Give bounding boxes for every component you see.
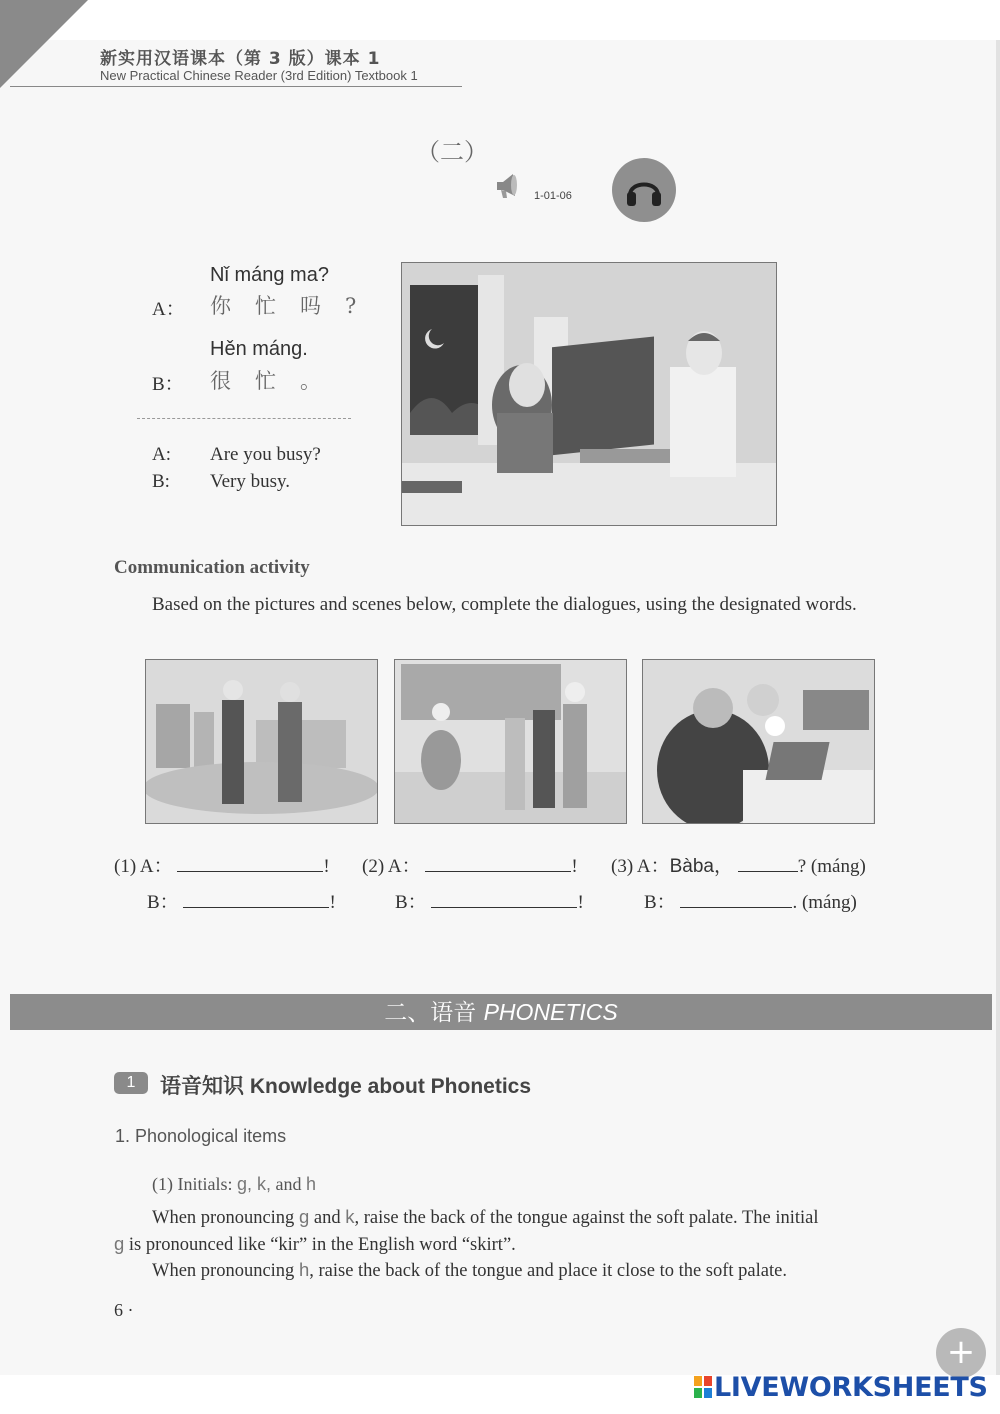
initials-label: (1) Initials: xyxy=(152,1174,237,1194)
exercise-1-line-b xyxy=(147,887,336,914)
section-number: （二） xyxy=(416,138,488,166)
header-title-en: New Practical Chinese Reader (3rd Edition) Textbook 1 xyxy=(100,68,418,83)
exercise-2-b-end: ! xyxy=(577,892,584,913)
exercise-3-b-end: . (máng) xyxy=(792,892,857,913)
translation-a-speaker: A: xyxy=(152,444,171,465)
scene-dad-laptop-picture xyxy=(642,659,875,824)
page-number: 6 · xyxy=(114,1300,134,1320)
p1-b: and xyxy=(309,1208,346,1228)
corner-decoration xyxy=(0,0,88,88)
scene-greeting-picture xyxy=(394,659,627,824)
office-illustration xyxy=(401,262,777,526)
liveworksheets-brand: LIVEWORKSHEETS xyxy=(714,1372,988,1403)
initials-and: and xyxy=(271,1174,306,1194)
exercise-2-b-blank[interactable] xyxy=(431,889,577,908)
exercise-2-number: (2) xyxy=(362,856,385,877)
dialogue-b-speaker: B： xyxy=(152,374,184,395)
exercise-2-b-speaker: B： xyxy=(395,892,427,913)
plus-icon: + xyxy=(946,1332,976,1372)
exercise-3-number: (3) xyxy=(611,856,634,877)
header-rule xyxy=(10,86,462,87)
translation-b-speaker: B: xyxy=(152,471,170,492)
dialogue-b-hanzi: 很忙。 xyxy=(210,369,345,393)
dialogue-a-pinyin: Nǐ máng ma? xyxy=(210,264,329,286)
p1-g: g xyxy=(298,1206,310,1227)
exercise-1-b-end: ! xyxy=(329,892,336,913)
initials-h: h xyxy=(306,1174,317,1194)
phonetics-band-en: PHONETICS xyxy=(483,999,618,1025)
dialogue-divider xyxy=(137,418,351,419)
liveworksheets-logo-icon xyxy=(694,1376,712,1398)
header-title-cn: 新实用汉语课本（第 3 版）课本 1 xyxy=(100,49,381,69)
exercise-1-a-speaker: A： xyxy=(139,856,173,877)
exercise-1-a-blank[interactable] xyxy=(177,853,323,872)
exercise-1-a-end: ! xyxy=(323,856,330,877)
exercise-3-b-blank[interactable] xyxy=(680,889,792,908)
paragraph-h xyxy=(152,1257,880,1284)
communication-title: Communication activity xyxy=(114,557,310,578)
p1-d: is pronounced like “kir” in the English word “skirt”. xyxy=(124,1235,516,1255)
exercise-2-a-speaker: A： xyxy=(387,856,421,877)
phonetics-band-cn: 二、语音 xyxy=(384,1000,477,1026)
phonological-items-heading: 1. Phonological items xyxy=(115,1126,287,1146)
exercise-1-line-a xyxy=(114,851,330,878)
p2-b: , raise the back of the tongue and place it close to the soft palate. xyxy=(309,1261,787,1281)
translation-b-text: Very busy. xyxy=(210,471,291,492)
dialogue-a-speaker: A： xyxy=(152,299,185,320)
phonetics-knowledge-title: 语音知识 Knowledge about Phonetics xyxy=(160,1075,532,1098)
exercise-3-line-b xyxy=(644,887,857,914)
exercise-2-a-end: ! xyxy=(571,856,578,877)
section-badge: 1 xyxy=(114,1072,148,1094)
scene-handshake-picture xyxy=(145,659,378,824)
exercise-1-b-blank[interactable] xyxy=(183,889,329,908)
p2-h: h xyxy=(298,1259,310,1280)
translation-a-text: Are you busy? xyxy=(210,444,321,465)
headphones-icon xyxy=(625,173,663,207)
p1-c: , raise the back of the tongue against the soft palate. The initial xyxy=(354,1208,819,1228)
exercise-2-line-b xyxy=(395,887,584,914)
exercise-1-number: (1) xyxy=(114,856,137,877)
exercise-3-a-prefix: Bàba， xyxy=(669,856,733,877)
dialogue-b-pinyin: Hěn máng. xyxy=(210,338,308,360)
audio-play-button[interactable] xyxy=(612,158,676,222)
p1-g2: g xyxy=(114,1233,125,1254)
add-button[interactable] xyxy=(936,1328,986,1378)
phonetics-section-band xyxy=(10,994,992,1030)
dialogue-a-hanzi: 你忙吗? xyxy=(210,294,381,318)
exercise-3-b-speaker: B： xyxy=(644,892,676,913)
exercise-3-a-speaker: A： xyxy=(636,856,670,877)
exercise-1-b-speaker: B： xyxy=(147,892,179,913)
track-number: 1-01-06 xyxy=(534,190,572,202)
exercise-3-a-blank[interactable] xyxy=(738,853,798,872)
speaker-icon xyxy=(493,170,523,202)
paragraph-g-k xyxy=(114,1204,880,1258)
p1-a: When pronouncing xyxy=(152,1208,299,1228)
p1-k: k xyxy=(345,1206,355,1227)
initials-heading xyxy=(152,1174,316,1195)
exercise-3-line-a xyxy=(611,851,866,878)
initials-letters: g, k, xyxy=(236,1174,271,1194)
communication-instruction: Based on the pictures and scenes below, complete the dialogues, using the designated words. xyxy=(152,594,857,615)
exercise-3-a-end: ? (máng) xyxy=(797,856,866,877)
exercise-2-a-blank[interactable] xyxy=(425,853,571,872)
exercise-2-line-a xyxy=(362,851,578,878)
p2-a: When pronouncing xyxy=(152,1261,299,1281)
